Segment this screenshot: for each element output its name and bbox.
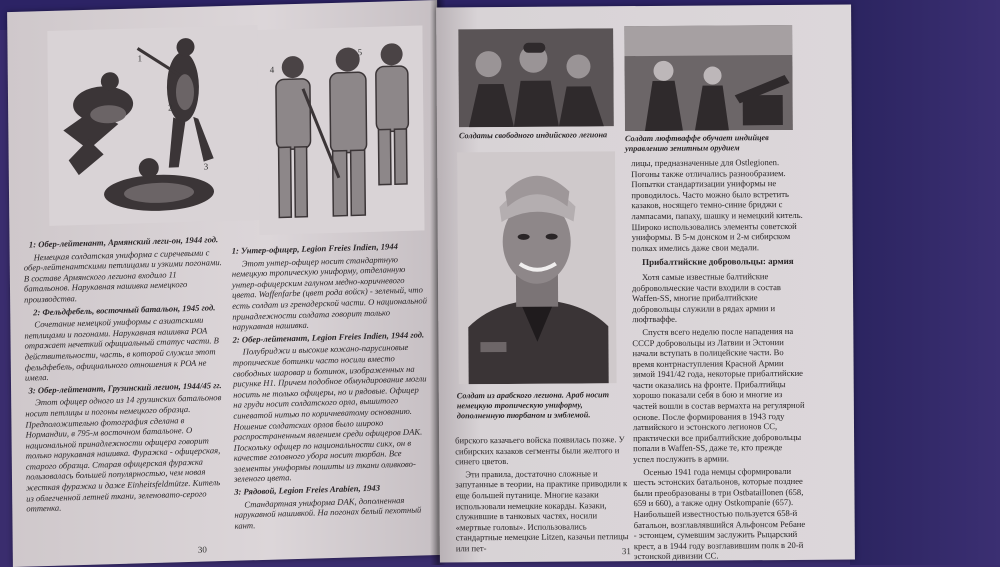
caption: 2: Фельдфебель, восточный батальон, 1945 год.: [33, 301, 216, 317]
paragraph: Сочетание немецкой униформы с азиатскими петлицами и погонами. Нарукавная нашивка РОА отражает нечеткий официальный статус части. В действительности, часть, в которой служил этот фельдфебель, официального отношения к РОА не имела.: [24, 314, 219, 383]
uniform-illustration-right: [257, 25, 424, 235]
paragraph: Спустя всего неделю после нападения на СССР добровольцы из Латвии и Эстонии начали вступать в полицейские части. Во время контрнаступления Красной Армии зимой 1941/42 года, некоторые прибалтийские части оказались на фронте. Прибалтийцы хорошо показали себя в бою и многие из частей вошли в состав вермахта на регулярной основе. После формирования в 1943 году латвийского и эстонского легионов СС, практически все прибалтийские добровольцы попали в Waffen-SS, даже те, кто прежде успел послужить в армии.: [632, 325, 805, 465]
right-page-column-1: [455, 434, 631, 556]
paragraph: Полубриджи и высокие кожано-парусиновые тропические ботинки часто носили вместо свободных шаровар и ботинок, изображенных на рисунке Н1. Причем подобное обмундирование могли носить не только офицеры, но и рядовые. Офицер на груди носит солдатского орла, вышитого синеватой нитью по коричневатому основанию. Ношение солдатских орлов было широко распространенным явлением среди офицеров DAK. Поскольку офицер по национальности сикх, он в качестве головного убора носит тюрбан. Все элементы униформы пошиты из ткани оливково-зеленого цвета.: [232, 342, 427, 485]
paragraph: Эти правила, достаточно сложные и запутанные в теории, на практике приводили к еще большей путанице. Многие казаки использовали немецкие кокарды. Казаки, служившие в танковых частях, носили «мертвые головы». Использовались стандартные немецкие Litzen, казачьи петлицы или пет-: [455, 468, 629, 554]
photo-caption: Солдат из арабского легиона. Араб носит немецкую тропическую униформу, дополненную тюрбаном и эмблемой.: [456, 390, 609, 421]
background-surface-right: [850, 0, 1000, 565]
paragraph: Хотя самые известные балтийские добровольческие части входили в состав Waffen-SS, многие прибалтийские добровольцы служили в рядах армии и люфтваффе.: [631, 271, 781, 325]
photo-arab-legion-soldier: [457, 151, 617, 384]
page-number: 31: [621, 546, 631, 557]
section-heading: Прибалтийские добровольцы: армия: [642, 256, 794, 268]
left-page-column-2: [232, 240, 430, 533]
figure-number: 4: [269, 64, 275, 75]
figure-number: 2: [168, 102, 173, 113]
caption: 3: Рядовой, Legion Freies Arabien, 1943: [234, 482, 381, 497]
photo-caption: Солдаты свободного индийского легиона: [458, 130, 608, 141]
right-page-column-2: [631, 157, 806, 563]
figure-number: 5: [357, 47, 363, 58]
paragraph: бирского казачьего войска появилась позже. У сибирских казаков сегменты были желтого и синего цветов.: [455, 434, 625, 467]
figure-number: 3: [203, 161, 209, 172]
page-number: 30: [197, 544, 207, 555]
left-page-column-1: [23, 234, 226, 516]
right-page: [436, 5, 855, 563]
photo-indian-legion-soldiers: [458, 28, 614, 127]
paragraph: Этот офицер одного из 14 грузинских батальонов носит петлицы и погоны немецкого образца. Предположительно фотография сделана в Нормандии, в 795-м восточном батальоне. О национальной принадлежности офицера говорит только нарукавная нашивка. Фуражка - офицерская, старого образца. Старая офицерская фуражка пользовалась большей популярностью, чем новая жесткая фуражка и даже Einheitsfeldmütze. Китель из облегченной летней ткани, зеленовато-серого оттенка.: [25, 392, 222, 514]
paragraph: Немецкая солдатская униформа с сиречевыми с обер-лейтенантскими петлицами и узкими погонами. В составе Армянского легиона входило 11 батальонов. Нарукавная нашивка немецкого производства.: [23, 247, 222, 305]
paragraph: Этот унтер-офицер носит стандартную немецкую тропическую униформу, отделанную унтер-офицерским галуном медно-коричневого цвета. Waffenfarbe (цвет рода войск) - зеленый, что есть солдат из гренадерской части. О национальной принадлежности солдата говорит только нарукавная нашивка.: [231, 253, 428, 332]
caption: 1: Унтер-офицер, Legion Freies Indien, 1944: [231, 241, 398, 256]
paragraph: Осенью 1941 года немцы сформировали шесть эстонских батальонов, которые позднее были преобразованы в три Ostbataillonen (658, 659 и 660), а также одну Ostkompanie (657). Наибольшей известностью пользуется 658-й батальон, возглавлявшийся Альфонсом Ребане - эстонцем, сумевшим заслужить Рыцарский крест, а в 1944 году возглавившим полк в 20-й эстонской дивизии СС.: [633, 465, 806, 562]
paragraph: Стандартная униформа DAK, дополненная нарукавной нашивкой. На погонах белый пехотный кант.: [234, 494, 422, 531]
caption: 2: Обер-лейтенант, Legion Freies Indien, 1944 год.: [232, 329, 425, 345]
photo-caption: Солдат люфтваффе обучает индийцев управлению зенитным орудием: [624, 133, 769, 154]
figure-number: 1: [137, 53, 143, 64]
uniform-illustration-left: [47, 25, 259, 226]
caption: 1: Обер-лейтенант, Армянский леги-он, 1944 год.: [28, 234, 219, 250]
caption: 3: Обер-лейтенант, Грузинский легион, 1944/45 гг.: [28, 379, 222, 396]
paragraph: лицы, предназначенные для Ostlegionen. Погоны также отличались разнообразием. Попытки стандартизации униформы не проводилось. Часто можно было встретить казаков, носящего темно-синие бриджи с лампасами, папаху, шашку и немецкий китель. Широко использовались элементы советской униформы. В 5-м донском и 2-м сибирском полках имелись даже свои медали.: [631, 157, 803, 253]
left-page: [7, 0, 443, 567]
photo-luftwaffe-training: [624, 25, 793, 131]
